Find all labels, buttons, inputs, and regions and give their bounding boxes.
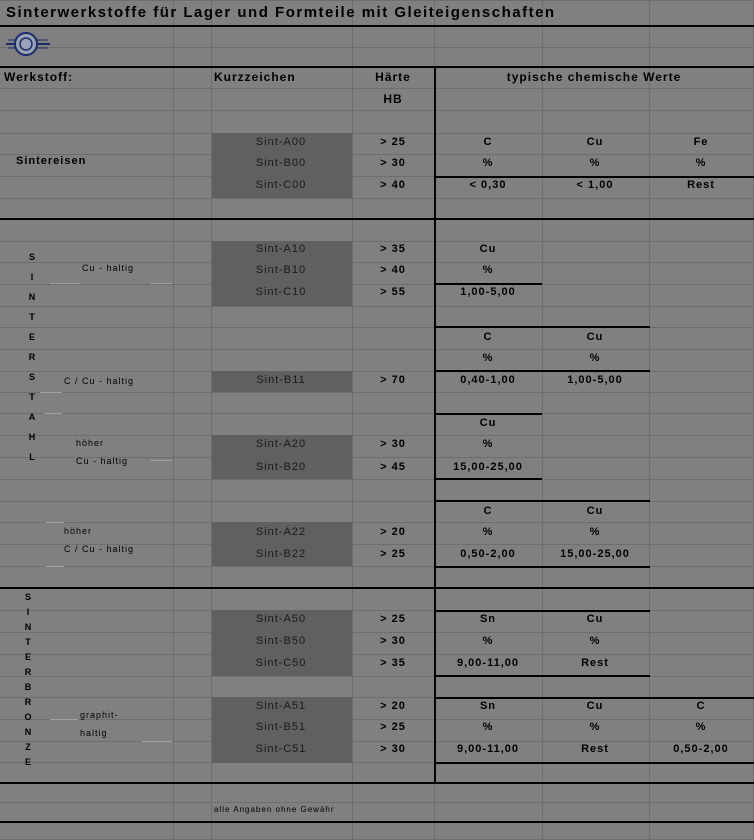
chem-value-1: % <box>482 352 494 364</box>
hardness-value: > 35 <box>380 243 406 255</box>
border-line <box>434 176 754 178</box>
chem-value-2: 15,00-25,00 <box>560 548 630 560</box>
group-sinterbronze <box>22 592 34 772</box>
hardness-value: > 20 <box>380 526 406 538</box>
label-graphit: graphit- <box>80 710 119 720</box>
chem-value-1: 0,40-1,00 <box>460 374 516 386</box>
hardness-value: > 30 <box>380 438 406 450</box>
grid-row-line <box>0 198 754 199</box>
vertical-letter: Z <box>25 742 31 752</box>
material-code: Sint-B10 <box>255 264 307 276</box>
vertical-letter: I <box>30 272 34 282</box>
chem-value-3: Fe <box>693 136 709 148</box>
material-code: Sint-B20 <box>255 461 307 473</box>
border-line <box>0 782 754 784</box>
vertical-letter: S <box>28 252 35 262</box>
grid-row-line <box>0 133 754 134</box>
hardness-value: > 55 <box>380 286 406 298</box>
hardness-value: > 25 <box>380 136 406 148</box>
label-cu-haltig: Cu - haltig <box>82 263 135 273</box>
material-code: Sint-C00 <box>255 179 307 191</box>
grid-row-line <box>0 392 754 393</box>
border-line <box>434 66 436 782</box>
border-line <box>434 283 542 285</box>
hardness-value: > 30 <box>380 157 406 169</box>
material-code: Sint-B51 <box>255 721 307 733</box>
border-line <box>434 413 542 415</box>
chem-value-2: % <box>589 721 601 733</box>
material-code: Sint-A50 <box>255 613 307 625</box>
hardness-value: > 40 <box>380 179 406 191</box>
grid-row-line <box>0 632 754 633</box>
grid-row-line <box>0 522 754 523</box>
hardness-value: > 25 <box>380 548 406 560</box>
chem-value-1: < 0,30 <box>469 179 507 191</box>
vertical-letter: E <box>24 652 31 662</box>
header-chemische-werte: typische chemische Werte <box>506 70 682 84</box>
grid-row-line <box>0 306 754 307</box>
label-cu-haltig-2: Cu - haltig <box>76 456 129 466</box>
label-hoeher: höher <box>76 438 105 448</box>
chem-value-1: 9,00-11,00 <box>457 743 519 755</box>
underline-mark <box>150 283 172 284</box>
underline-mark <box>142 741 172 742</box>
chem-value-1: Cu <box>479 243 497 255</box>
footer-note: alle Angaben ohne Gewähr <box>214 805 335 814</box>
material-code: Sint-C10 <box>255 286 307 298</box>
material-code: Sint-A51 <box>255 700 307 712</box>
vertical-letter: H <box>28 432 36 442</box>
border-line <box>434 326 650 328</box>
grid-row-line <box>0 741 754 742</box>
vertical-letter: T <box>25 637 31 647</box>
grid-row-line <box>0 654 754 655</box>
chem-value-3: % <box>695 721 707 733</box>
label-hoeher-2: höher <box>64 526 93 536</box>
border-line <box>434 500 650 502</box>
hardness-value: > 70 <box>380 374 406 386</box>
chem-value-1: % <box>482 264 494 276</box>
grid-col-line <box>352 0 353 840</box>
chem-value-1: 0,50-2,00 <box>460 548 516 560</box>
vertical-letter: R <box>28 352 36 362</box>
hardness-value: > 45 <box>380 461 406 473</box>
underline-mark <box>50 283 80 284</box>
material-code: Sint-B50 <box>255 635 307 647</box>
underline-mark <box>50 719 78 720</box>
hardness-value: > 35 <box>380 657 406 669</box>
grid-row-line <box>0 241 754 242</box>
chem-value-2: % <box>589 352 601 364</box>
border-line <box>434 370 650 372</box>
header-werkstoff: Werkstoff: <box>4 70 74 84</box>
chem-value-2: Cu <box>586 700 604 712</box>
grid-row-line <box>0 154 754 155</box>
grid-row-line <box>0 0 754 1</box>
underline-mark <box>46 522 64 523</box>
vertical-letter: T <box>29 392 35 402</box>
chem-value-1: 15,00-25,00 <box>453 461 523 473</box>
hardness-value: > 25 <box>380 613 406 625</box>
chem-value-3: Rest <box>687 179 715 191</box>
underline-mark <box>40 392 62 393</box>
chem-value-1: Sn <box>479 700 497 712</box>
material-code: Sint-A10 <box>255 243 307 255</box>
chem-value-3: 0,50-2,00 <box>673 743 729 755</box>
chem-value-1: % <box>482 721 494 733</box>
vertical-letter: R <box>24 697 32 707</box>
vertical-letter: S <box>24 592 31 602</box>
grid-col-line <box>649 0 650 840</box>
chem-value-1: C <box>483 331 493 343</box>
company-logo <box>6 31 50 57</box>
border-line <box>0 66 754 68</box>
border-line <box>434 478 542 480</box>
border-line <box>434 762 754 764</box>
hardness-value: > 40 <box>380 264 406 276</box>
chem-value-2: % <box>589 635 601 647</box>
border-line <box>0 25 754 27</box>
chem-value-1: % <box>482 635 494 647</box>
border-line <box>434 566 650 568</box>
vertical-letter: A <box>28 412 36 422</box>
grid-row-line <box>0 88 754 89</box>
border-line <box>0 587 754 589</box>
hardness-value: > 20 <box>380 700 406 712</box>
chem-value-2: Rest <box>581 743 609 755</box>
chem-value-2: % <box>589 526 601 538</box>
group-sinterstahl <box>26 252 38 472</box>
chem-value-1: C <box>483 136 493 148</box>
vertical-letter: O <box>24 712 32 722</box>
group-sintereisen: Sintereisen <box>16 155 87 167</box>
vertical-letter: L <box>29 452 35 462</box>
grid-row-line <box>0 284 754 285</box>
chem-value-1: % <box>482 526 494 538</box>
border-line <box>434 675 650 677</box>
chem-value-1: C <box>483 505 493 517</box>
chem-value-2: Cu <box>586 331 604 343</box>
grid-col-line <box>542 0 543 840</box>
chem-value-2: < 1,00 <box>576 179 614 191</box>
underline-mark <box>150 460 172 461</box>
vertical-letter: R <box>24 667 32 677</box>
chem-value-2: 1,00-5,00 <box>567 374 623 386</box>
vertical-letter: T <box>29 312 35 322</box>
chem-value-1: % <box>482 157 494 169</box>
vertical-letter: N <box>28 292 36 302</box>
material-code: Sint-B22 <box>255 548 307 560</box>
border-line <box>434 697 754 699</box>
vertical-letter: B <box>24 682 32 692</box>
hardness-value: > 25 <box>380 721 406 733</box>
material-code: Sint-A20 <box>255 438 307 450</box>
grid-row-line <box>0 479 754 480</box>
material-code: Sint-B00 <box>255 157 307 169</box>
vertical-letter: S <box>28 372 35 382</box>
material-code: Sint-A00 <box>255 136 307 148</box>
header-haerte-unit: HB <box>383 92 403 106</box>
chem-value-2: Rest <box>581 657 609 669</box>
grid-col-line <box>173 0 174 840</box>
chem-value-2: Cu <box>586 505 604 517</box>
border-line <box>0 821 754 823</box>
chem-value-1: 1,00-5,00 <box>460 286 516 298</box>
grid-row-line <box>0 802 754 803</box>
underline-mark <box>44 413 62 414</box>
material-code: Sint-B11 <box>256 374 306 386</box>
grid-row-line <box>0 47 754 48</box>
hardness-value: > 30 <box>380 743 406 755</box>
grid-row-line <box>0 413 754 414</box>
material-code: Sint-A22 <box>255 526 307 538</box>
underline-mark <box>46 566 64 567</box>
chem-value-1: Sn <box>479 613 497 625</box>
chem-value-1: 9,00-11,00 <box>457 657 519 669</box>
material-code: Sint-C50 <box>255 657 307 669</box>
grid-row-line <box>0 435 754 436</box>
material-code: Sint-C51 <box>255 743 307 755</box>
chem-value-2: Cu <box>586 136 604 148</box>
label-haltig: haltig <box>80 728 108 738</box>
vertical-letter: I <box>26 607 30 617</box>
grid-row-line <box>0 110 754 111</box>
border-line <box>434 610 650 612</box>
label-c-cu-haltig: C / Cu - haltig <box>64 376 135 386</box>
label-c-cu-haltig-2: C / Cu - haltig <box>64 544 135 554</box>
vertical-letter: N <box>24 727 32 737</box>
border-line <box>0 218 754 220</box>
vertical-letter: E <box>28 332 35 342</box>
chem-value-1: Cu <box>479 417 497 429</box>
header-kurzzeichen: Kurzzeichen <box>214 70 296 84</box>
chem-value-1: % <box>482 438 494 450</box>
sheet-title: Sinterwerkstoffe für Lager und Formteile mit Gleiteigenschaften <box>6 4 556 21</box>
grid-row-line <box>0 349 754 350</box>
vertical-letter: N <box>24 622 32 632</box>
header-haerte: Härte <box>375 70 411 84</box>
chem-value-3: C <box>696 700 706 712</box>
hardness-value: > 30 <box>380 635 406 647</box>
vertical-letter: E <box>24 757 31 767</box>
chem-value-2: Cu <box>586 613 604 625</box>
chem-value-2: % <box>589 157 601 169</box>
chem-value-3: % <box>695 157 707 169</box>
